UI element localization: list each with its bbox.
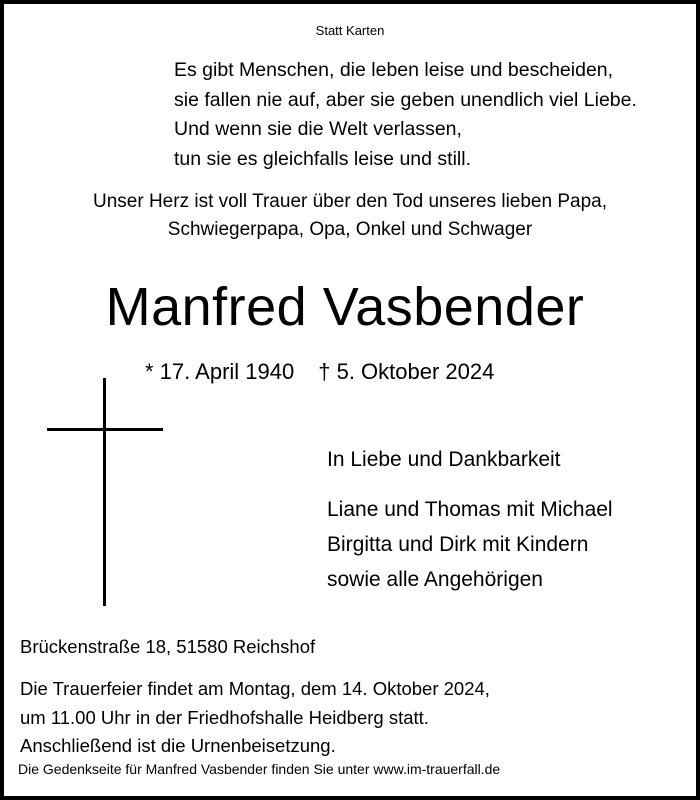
address: Brückenstraße 18, 51580 Reichshof — [20, 636, 316, 657]
cross-icon-bar — [47, 428, 163, 431]
life-dates — [145, 359, 494, 385]
header-note: Statt Karten — [315, 23, 385, 38]
cross-icon — [103, 378, 106, 606]
ceremony-line: um 11.00 Uhr in der Friedhofshalle Heidberg statt. — [20, 706, 429, 728]
ceremony-line: Die Trauerfeier findet am Montag, dem 14. Oktober 2024, — [20, 678, 490, 699]
birth-date: * 17. April 1940 — [145, 359, 295, 384]
intro-text — [0, 188, 700, 244]
mourner-line: sowie alle Angehörigen — [327, 568, 543, 591]
poem-line: tun sie es gleichfalls leise und still. — [174, 147, 471, 170]
mourner-line: Liane und Thomas mit Michael — [327, 498, 613, 521]
mourner-line: Birgitta und Dirk mit Kindern — [327, 533, 589, 556]
mourners-list — [327, 492, 613, 597]
intro-line: Schwiegerpapa, Opa, Onkel und Schwager — [167, 219, 533, 240]
memorial-page-note: Die Gedenkseite für Manfred Vasbender finden Sie unter www.im-trauerfall.de — [18, 761, 501, 777]
intro-line: Unser Herz ist voll Trauer über den Tod unseres lieben Papa, — [93, 191, 607, 212]
deceased-name: Manfred Vasbender — [105, 277, 585, 337]
mourners-heading: In Liebe und Dankbarkeit — [327, 448, 561, 471]
ceremony-line: Anschließend ist die Urnenbeisetzung. — [20, 735, 336, 756]
ceremony-info — [20, 675, 490, 761]
poem-line: Und wenn sie die Welt verlassen, — [174, 118, 462, 140]
poem-line: sie fallen nie auf, aber sie geben unendlich viel Liebe. — [174, 88, 637, 111]
death-date: † 5. Oktober 2024 — [318, 359, 495, 384]
poem-line: Es gibt Menschen, die leben leise und bescheiden, — [174, 59, 614, 81]
poem — [174, 56, 637, 174]
